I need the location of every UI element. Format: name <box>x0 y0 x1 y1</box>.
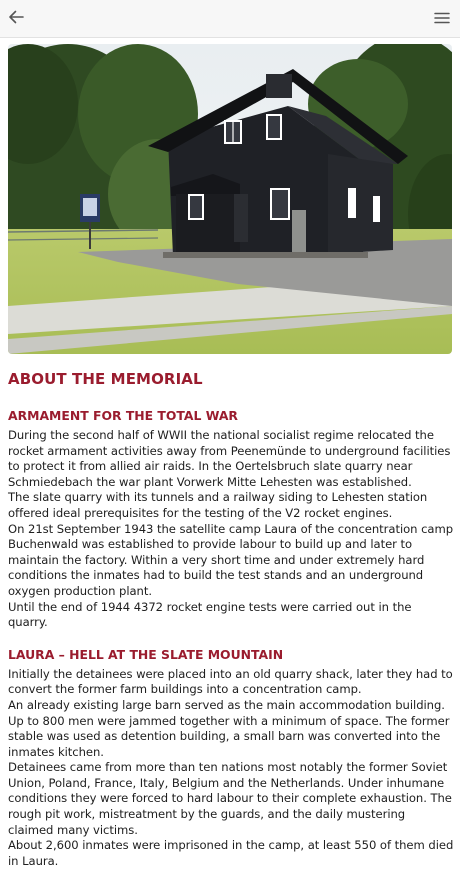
arrow-left-icon <box>7 8 25 26</box>
paragraph: About 2,600 inmates were imprisoned in the camp, at least 550 of them died in Laura. <box>8 838 454 868</box>
article-content <box>8 368 454 869</box>
section-heading: ARMAMENT FOR THE TOTAL WAR <box>8 408 238 423</box>
paragraph: During the second half of WWII the national socialist regime relocated the rocket armament activities away from Peenemünde to underground facilities to protect it from allied air raids. In the Oertelsbruch slate quarry near Schmiedebach the war plant Vorwerk Mitte Lehesten was established. <box>8 428 451 489</box>
paragraph: Until the end of 1944 4372 rocket engine tests were carried out in the quarry. <box>8 599 412 630</box>
paragraph: An already existing large barn served as the main accommodation building. Up to 800 men were jammed together with a minimum of space. The former stable was used as detention building, a small barn was converted into the inmates kitchen. <box>8 697 450 759</box>
top-app-bar <box>0 0 460 38</box>
page-title: ABOUT THE MEMORIAL <box>8 370 203 388</box>
hamburger-menu-icon <box>433 10 451 26</box>
back-button[interactable] <box>4 5 28 29</box>
section-heading: LAURA – HELL AT THE SLATE MOUNTAIN <box>8 646 284 662</box>
paragraph: On 21st September 1943 the satellite camp Laura of the concentration camp Buchenwald was established to provide labour to build up and later to maintain the factory. Within a very short time and under extremely hard conditions the inmates had to build the test stands and an underground oxygen production plant. <box>8 521 454 598</box>
menu-button[interactable] <box>430 6 454 30</box>
section-body <box>8 667 454 869</box>
paragraph: Detainees came from more than ten nations most notably the former Soviet Union, Poland, France, Italy, Belgium and the Netherlands. Under inhumane conditions they were forced to hard labour to their complete exhaustion. The rough pit work, mistreatment by the guards, and the daily mustering claimed many victims. <box>8 760 452 837</box>
paragraph: The slate quarry with its tunnels and a railway siding to Lehesten station offered ideal prerequisites for the testing of the V2 rocket engines. <box>8 490 428 520</box>
memorial-photo <box>8 44 452 354</box>
memorial-building-image <box>8 44 452 354</box>
section-body <box>8 428 454 631</box>
paragraph: Initially the detainees were placed into an old quarry shack, later they had to convert the former farm buildings into a concentration camp. <box>8 666 453 697</box>
